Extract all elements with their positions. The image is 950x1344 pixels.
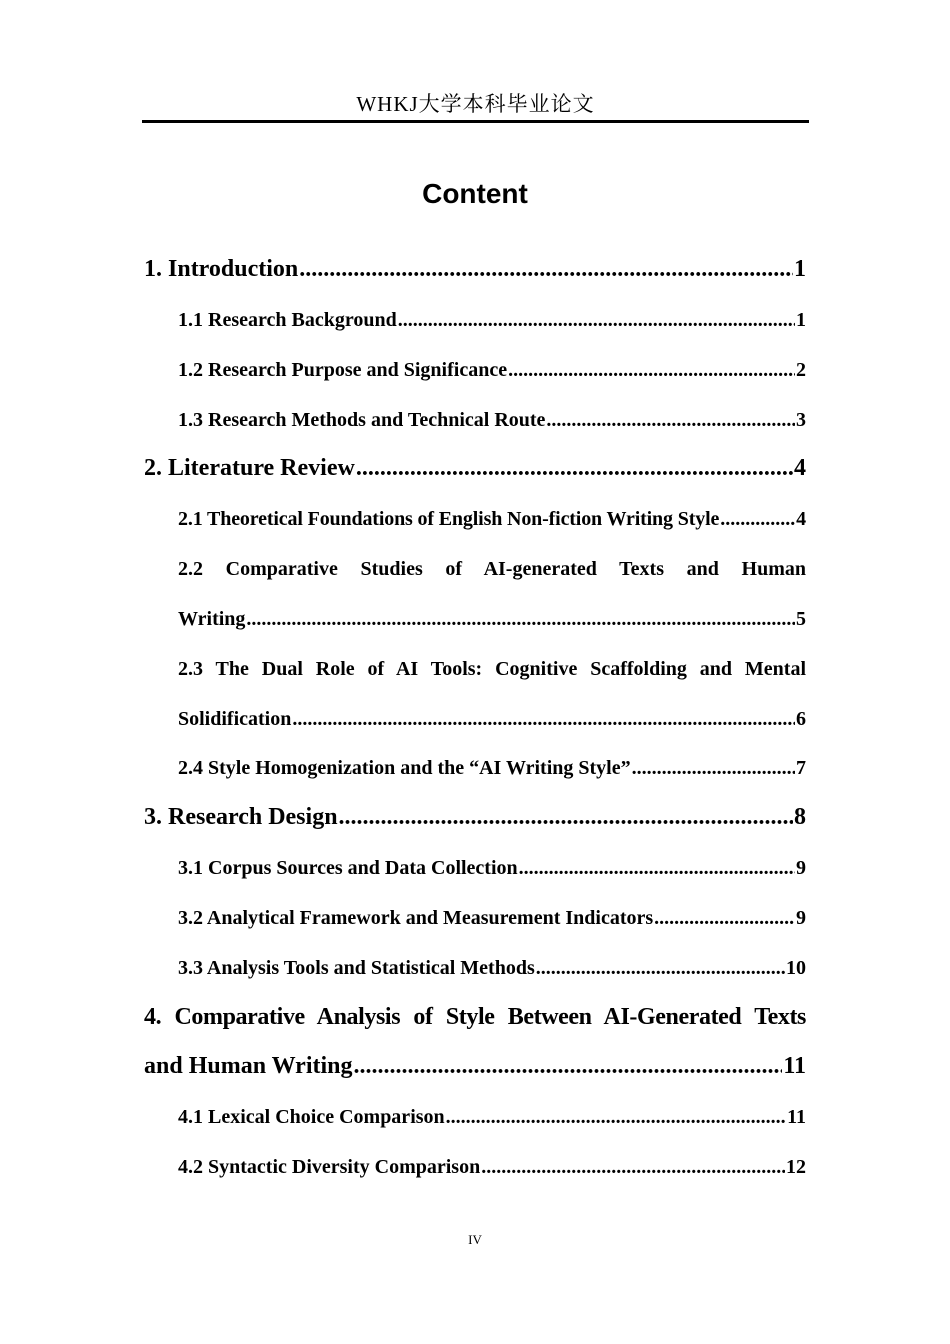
page-number: IV [468,1232,482,1247]
toc-entry-research-background[interactable] [178,309,806,332]
toc-entry-syntactic-diversity[interactable] [178,1156,806,1179]
toc-entry-label: 3. Research Design [144,804,338,830]
dot-leader [632,757,795,780]
toc-entry-corpus-sources[interactable] [178,857,806,880]
toc-entry-page: 6 [796,708,806,730]
toc-entry-label: Solidification [178,708,292,730]
running-header: WHKJ大学本科毕业论文 [356,92,595,116]
dot-leader [354,1053,783,1080]
toc-entry-label: 1.1 Research Background [178,309,397,331]
toc-entry-page: 9 [796,857,806,879]
toc-entry-dual-role-line1[interactable]: 2.3 The Dual Role of AI Tools: Cognitive Scaffolding and Mental [178,658,806,680]
toc-entry-label: 1.2 Research Purpose and Significance [178,359,508,381]
toc-entry-introduction[interactable] [144,256,806,283]
toc-entry-label: 3.3 Analysis Tools and Statistical Methods [178,957,535,979]
toc-entry-research-methods[interactable] [178,409,806,432]
dot-leader [398,309,795,332]
toc-entry-comparative-studies-line1[interactable]: 2.2 Comparative Studies of AI-generated Texts and Human [178,558,806,580]
toc-entry-page: 10 [786,957,806,979]
toc-entry-page: 2 [796,359,806,381]
toc-entry-theoretical-foundations[interactable] [178,508,806,531]
header-rule [142,120,809,123]
toc-entry-page: 7 [796,757,806,779]
toc-entry-label: Writing [178,608,246,630]
dot-leader [519,857,795,880]
dot-leader [546,409,795,432]
toc-entry-label: 3.1 Corpus Sources and Data Collection [178,857,518,879]
toc-entry-page: 9 [796,907,806,929]
toc-entry-page: 8 [794,804,806,830]
toc-entry-label: 1. Introduction [144,256,299,282]
toc-entry-page: 11 [783,1053,806,1079]
page-title: Content [422,178,528,209]
toc-entry-page: 4 [794,455,806,481]
dot-leader [654,907,795,930]
toc-entry-label: 2.4 Style Homogenization and the “AI Writing Style” [178,757,631,779]
toc-entry-page: 5 [796,608,806,630]
toc-entry-label: and Human Writing [144,1053,353,1079]
toc-entry-label: 2. Literature Review [144,455,355,481]
toc-entry-page: 3 [796,409,806,431]
dot-leader [536,957,785,980]
dot-leader [292,708,795,731]
toc-entry-label: 2.1 Theoretical Foundations of English Non-fiction Writing Style [178,508,720,530]
toc-entry-dual-role[interactable] [178,708,806,731]
dot-leader [356,455,793,482]
toc-entry-comparative-studies[interactable] [178,608,806,631]
dot-leader [481,1156,785,1179]
toc-entry-label: 3.2 Analytical Framework and Measurement Indicators [178,907,654,929]
toc-entry-label: 4.1 Lexical Choice Comparison [178,1106,445,1128]
toc-entry-research-purpose[interactable] [178,359,806,382]
dot-leader [339,804,793,831]
toc-entry-page: 4 [796,508,806,530]
toc-entry-comparative-analysis[interactable] [144,1053,806,1080]
dot-leader [299,256,793,283]
dot-leader [446,1106,786,1129]
toc-entry-label: 1.3 Research Methods and Technical Route [178,409,546,431]
toc-entry-lexical-choice[interactable] [178,1106,806,1129]
toc-entry-comparative-analysis-line1[interactable]: 4. Comparative Analysis of Style Between AI-Generated Texts [144,1004,806,1030]
toc-entry-analytical-framework[interactable] [178,907,806,930]
toc-entry-page: 1 [794,256,806,282]
toc-entry-page: 11 [787,1106,806,1128]
toc-entry-research-design[interactable] [144,804,806,831]
toc-entry-analysis-tools[interactable] [178,957,806,980]
toc-entry-label: 4.2 Syntactic Diversity Comparison [178,1156,481,1178]
dot-leader [720,508,795,531]
dot-leader [508,359,795,382]
toc-entry-page: 1 [796,309,806,331]
toc-entry-page: 12 [786,1156,806,1178]
toc-entry-style-homogenization[interactable] [178,757,806,780]
dot-leader [246,608,795,631]
toc-entry-literature-review[interactable] [144,455,806,482]
